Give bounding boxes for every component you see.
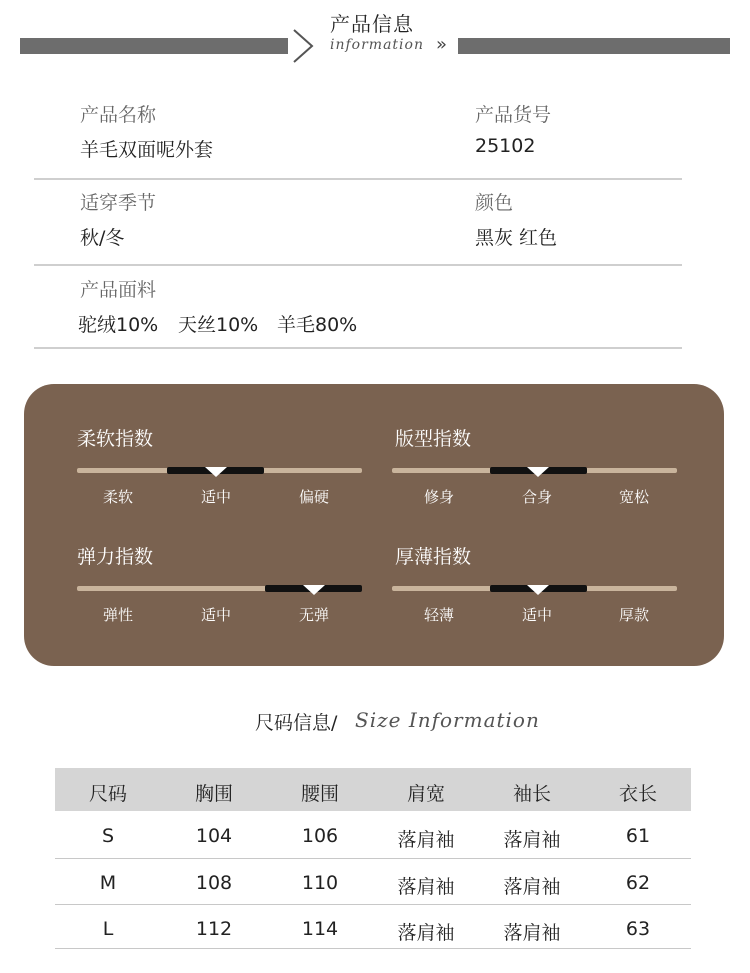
header-chevron-icon bbox=[290, 26, 318, 66]
fabric-item: 驼绒10% bbox=[78, 314, 159, 336]
header-bar-right bbox=[458, 38, 730, 54]
index-marker-icon bbox=[527, 585, 549, 595]
table-cell: M bbox=[99, 872, 117, 894]
index-title: 版型指数 bbox=[395, 428, 472, 450]
table-cell: 62 bbox=[625, 872, 651, 894]
double-chevron-icon: » bbox=[436, 34, 448, 55]
page-subtitle: information bbox=[330, 37, 424, 53]
index-title: 柔软指数 bbox=[77, 428, 154, 450]
index-title: 厚薄指数 bbox=[395, 546, 472, 568]
index-option: 适中 bbox=[200, 606, 231, 624]
table-row-divider bbox=[55, 948, 691, 949]
index-option: 适中 bbox=[200, 488, 231, 506]
fabric-label: 产品面料 bbox=[80, 279, 157, 301]
index-title: 弹力指数 bbox=[77, 546, 154, 568]
table-cell: 110 bbox=[301, 872, 339, 894]
table-cell: 落肩袖 bbox=[503, 829, 561, 851]
index-marker-icon bbox=[303, 585, 325, 595]
color-value: 黑灰 红色 bbox=[475, 227, 558, 249]
divider bbox=[34, 264, 682, 266]
size-table-header-cell: 胸围 bbox=[194, 783, 233, 805]
page-title: 产品信息 bbox=[330, 12, 414, 36]
index-option: 偏硬 bbox=[298, 488, 329, 506]
table-row-divider bbox=[55, 904, 691, 905]
table-cell: 落肩袖 bbox=[397, 922, 455, 944]
table-cell: 落肩袖 bbox=[397, 829, 455, 851]
size-table-header-cell: 尺码 bbox=[88, 783, 127, 805]
product-name-value: 羊毛双面呢外套 bbox=[80, 139, 214, 161]
product-sku-value: 25102 bbox=[475, 135, 536, 157]
table-cell: 106 bbox=[301, 825, 339, 847]
fabric-item: 天丝10% bbox=[178, 314, 259, 336]
table-cell: 落肩袖 bbox=[503, 876, 561, 898]
table-cell: 63 bbox=[625, 918, 651, 940]
table-row-divider bbox=[55, 858, 691, 859]
table-cell: S bbox=[101, 825, 115, 847]
size-table-header-cell: 袖长 bbox=[512, 783, 551, 805]
index-marker-icon bbox=[527, 467, 549, 477]
table-cell: 112 bbox=[195, 918, 233, 940]
index-option: 弹性 bbox=[102, 606, 133, 624]
fabric-item: 羊毛80% bbox=[277, 314, 358, 336]
season-label: 适穿季节 bbox=[80, 192, 157, 214]
season-value: 秋/冬 bbox=[80, 227, 125, 249]
size-section-subtitle: Size Information bbox=[355, 708, 540, 732]
index-option: 适中 bbox=[521, 606, 552, 624]
divider bbox=[34, 347, 682, 349]
index-option: 无弹 bbox=[298, 606, 329, 624]
size-table-header-cell: 腰围 bbox=[300, 783, 339, 805]
index-option: 修身 bbox=[423, 488, 454, 506]
size-table-header-cell: 衣长 bbox=[618, 783, 657, 805]
index-option: 合身 bbox=[521, 488, 552, 506]
index-option: 宽松 bbox=[618, 488, 649, 506]
table-cell: 114 bbox=[301, 918, 339, 940]
table-cell: L bbox=[102, 918, 114, 940]
header-bar-left bbox=[20, 38, 288, 54]
color-label: 颜色 bbox=[475, 192, 514, 214]
index-option: 柔软 bbox=[102, 488, 133, 506]
index-option: 轻薄 bbox=[423, 606, 454, 624]
table-cell: 落肩袖 bbox=[397, 876, 455, 898]
table-cell: 104 bbox=[195, 825, 233, 847]
size-table-header-cell: 肩宽 bbox=[406, 783, 445, 805]
product-sku-label: 产品货号 bbox=[475, 104, 552, 126]
index-option: 厚款 bbox=[618, 606, 649, 624]
table-cell: 108 bbox=[195, 872, 233, 894]
table-cell: 61 bbox=[625, 825, 651, 847]
table-cell: 落肩袖 bbox=[503, 922, 561, 944]
size-section-title: 尺码信息/ bbox=[255, 712, 338, 734]
divider bbox=[34, 178, 682, 180]
product-name-label: 产品名称 bbox=[80, 104, 157, 126]
index-marker-icon bbox=[205, 467, 227, 477]
